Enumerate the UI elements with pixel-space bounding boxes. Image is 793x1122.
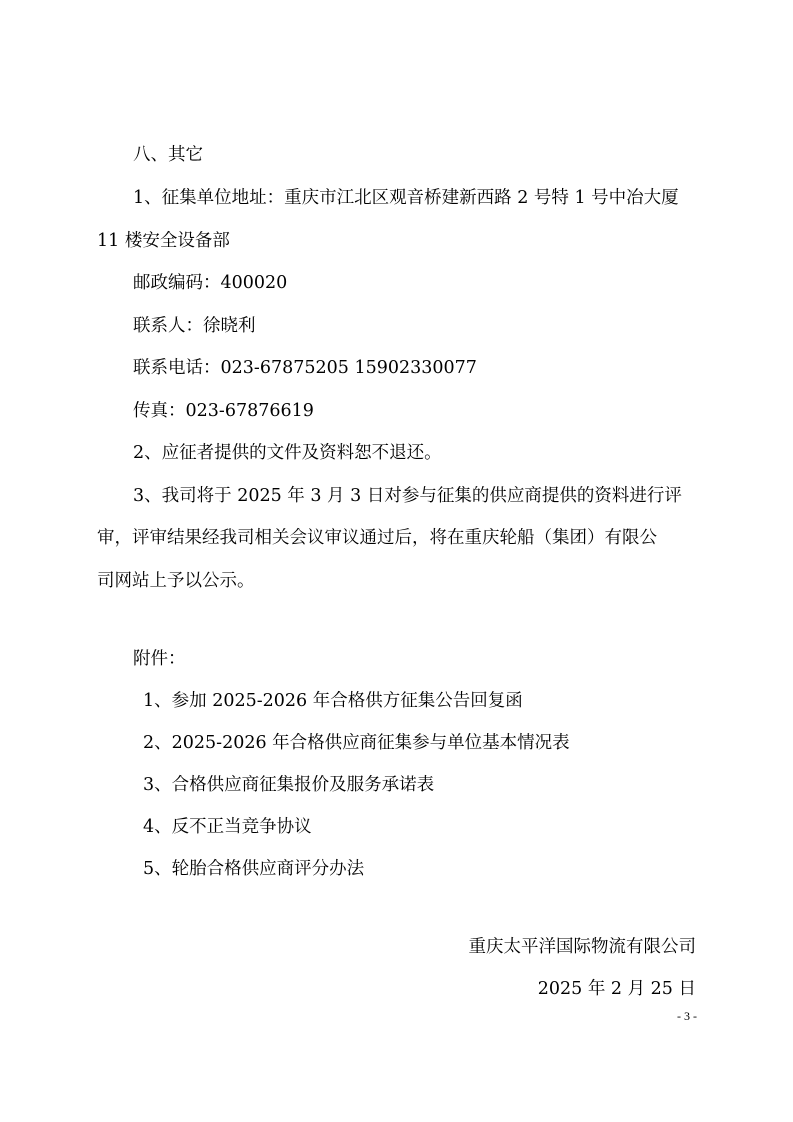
address-line-2: 11 楼安全设备部 xyxy=(97,231,230,251)
item-3-line-2: 审，评审结果经我司相关会议审议通过后，将在重庆轮船（集团）有限公 xyxy=(97,528,657,548)
postcode: 邮政编码：400020 xyxy=(133,273,288,293)
item-2: 2、应征者提供的文件及资料恕不退还。 xyxy=(133,443,442,463)
attachment-item: 5、轮胎合格供应商评分办法 xyxy=(143,859,365,879)
attachment-item: 1、参加 2025-2026 年合格供方征集公告回复函 xyxy=(143,691,523,711)
attachment-item: 2、2025-2026 年合格供应商征集参与单位基本情况表 xyxy=(143,733,570,753)
attachment-item: 4、反不正当竞争协议 xyxy=(143,817,312,837)
attachment-item: 3、合格供应商征集报价及服务承诺表 xyxy=(143,775,435,795)
item-3-line-1: 3、我司将于 2025 年 3 月 3 日对参与征集的供应商提供的资料进行评 xyxy=(133,486,682,506)
address-line-1: 1、征集单位地址：重庆市江北区观音桥建新西路 2 号特 1 号中冶大厦 xyxy=(133,188,679,208)
item-3-line-3: 司网站上予以公示。 xyxy=(97,571,255,591)
contact-person: 联系人：徐晓利 xyxy=(133,316,256,336)
signature-date: 2025 年 2 月 25 日 xyxy=(537,979,696,999)
fax: 传真：023-67876619 xyxy=(133,401,314,421)
contact-phone: 联系电话：023-67875205 15902330077 xyxy=(133,358,477,378)
attachments-heading: 附件： xyxy=(133,649,186,669)
section-heading: 八、其它 xyxy=(133,145,203,165)
page-number: - 3 - xyxy=(677,1009,697,1023)
signature-company: 重庆太平洋国际物流有限公司 xyxy=(468,937,696,957)
